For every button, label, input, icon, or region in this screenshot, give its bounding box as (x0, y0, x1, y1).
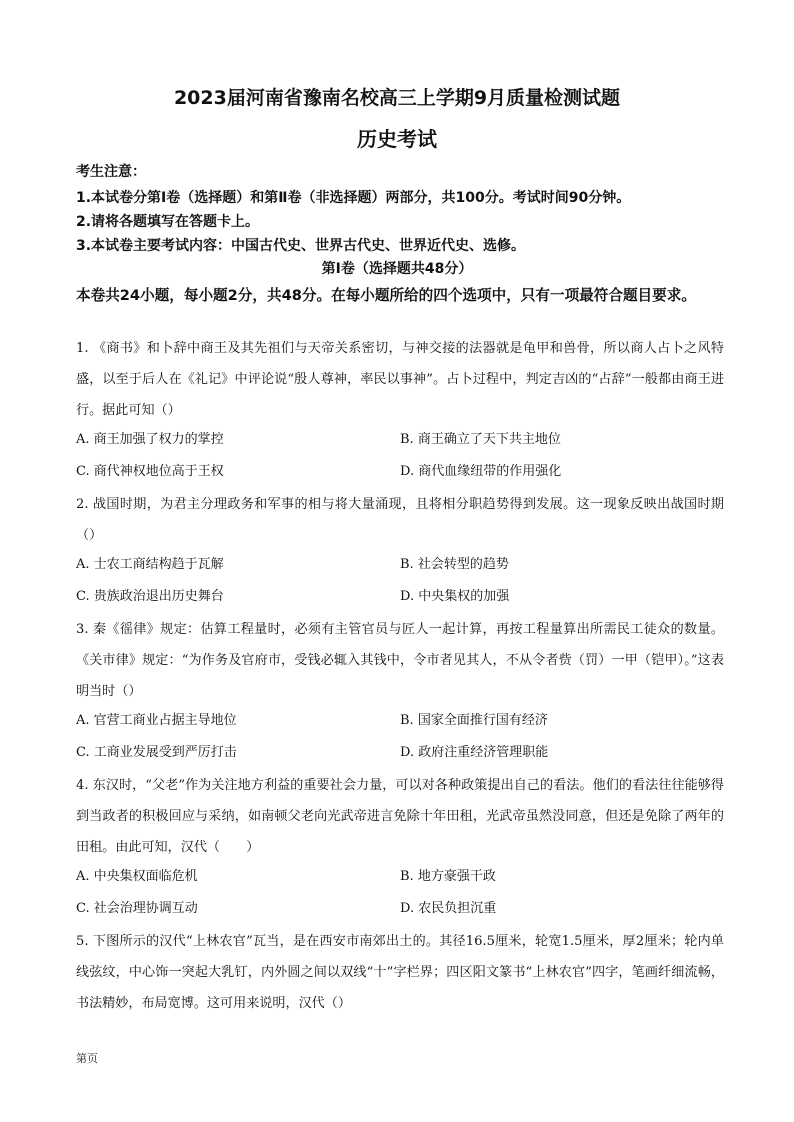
page-footer: 第页 (76, 1052, 98, 1065)
exam-subtitle: 历史考试 (357, 127, 437, 151)
question-2-option-d: D. 中央集权的加强 (400, 589, 510, 604)
notice-line-3: 3.本试卷主要考试内容：中国古代史、世界古代史、世界近代史、选修。 (76, 238, 526, 254)
notice-line-1: 1.本试卷分第I卷（选择题）和第Ⅱ卷（非选择题）两部分，共100分。考试时间90分钟。 (76, 190, 631, 206)
notice-heading: 考生注意： (76, 164, 146, 180)
question-1-stem: 1. 《商书》和卜辞中商王及其先祖们与天帝关系密切，与神交接的法器就是龟甲和兽骨，所以商人占卜之风特盛，以至于后人在《礼记》中评论说“殷人尊神，率民以事神”。占卜过程中，判定吉凶的“占辞”一般都由商王进行。据此可知（） (76, 341, 724, 418)
question-4-stem: 4. 东汉时，“父老”作为关注地方利益的重要社会力量，可以对各种政策提出自己的看法。他们的看法往往能够得到当政者的积极回应与采纳，如南顿父老向光武帝进言免除十年田租，光武帝虽然没同意，但还是免除了两年的田租。由此可知，汉代（ ） (76, 778, 724, 855)
question-1-option-d: D. 商代血缘纽带的作用强化 (400, 464, 562, 479)
question-4-option-d: D. 农民负担沉重 (400, 901, 497, 916)
question-2-option-b: B. 社会转型的趋势 (400, 557, 509, 572)
question-4-option-a: A. 中央集权面临危机 (76, 869, 198, 884)
question-1-option-c: C. 商代神权地位高于王权 (76, 464, 224, 479)
question-4-option-b: B. 地方豪强干政 (400, 869, 496, 884)
question-1-option-b: B. 商王确立了天下共主地位 (400, 432, 561, 447)
question-1-option-a: A. 商王加强了权力的掌控 (76, 432, 224, 447)
question-5-stem: 5. 下图所示的汉代“上林农官”瓦当，是在西安市南郊出土的。其径16.5厘米，轮宽1.5厘米，厚2厘米；轮内单线弦纹，中心饰一突起大乳钉，内外圆之间以双线“十”字栏界；四区阳文篆书“上林农官”四字，笔画纤细流畅，书法精妙，布局宽博。这可用来说明，汉代（） (76, 934, 724, 1011)
question-2-stem: 2. 战国时期，为君主分理政务和军事的相与将大量涌现，且将相分职趋势得到发展。这一现象反映出战国时期（） (76, 497, 724, 543)
notice-line-2: 2.请将各题填写在答题卡上。 (76, 214, 260, 230)
question-3-option-d: D. 政府注重经济管理职能 (400, 745, 549, 760)
question-4-option-c: C. 社会治理协调互动 (76, 901, 198, 916)
question-2-option-a: A. 士农工商结构趋于瓦解 (76, 557, 224, 572)
question-3-option-a: A. 官营工商业占据主导地位 (76, 713, 237, 728)
section-title: 第I卷（选择题共48分） (321, 261, 473, 277)
question-3-stem: 3. 秦《徭律》规定：估算工程量时，必须有主管官员与匠人一起计算，再按工程量算出所需民工徒众的数量。《关市律》规定：“为作务及官府市，受钱必辄入其钱中，令市者见其人，不从令者赀（罚）一甲（铠甲）。”这表明当时（） (76, 622, 724, 699)
section-intro: 本卷共24小题，每小题2分，共48分。在每小题所给的四个选项中，只有一项最符合题目要求。 (76, 287, 696, 304)
exam-title: 2023届河南省豫南名校高三上学期9月质量检测试题 (173, 87, 621, 109)
question-3-option-b: B. 国家全面推行国有经济 (400, 713, 548, 728)
question-3-option-c: C. 工商业发展受到严厉打击 (76, 745, 237, 760)
question-2-option-c: C. 贵族政治退出历史舞台 (76, 589, 224, 604)
